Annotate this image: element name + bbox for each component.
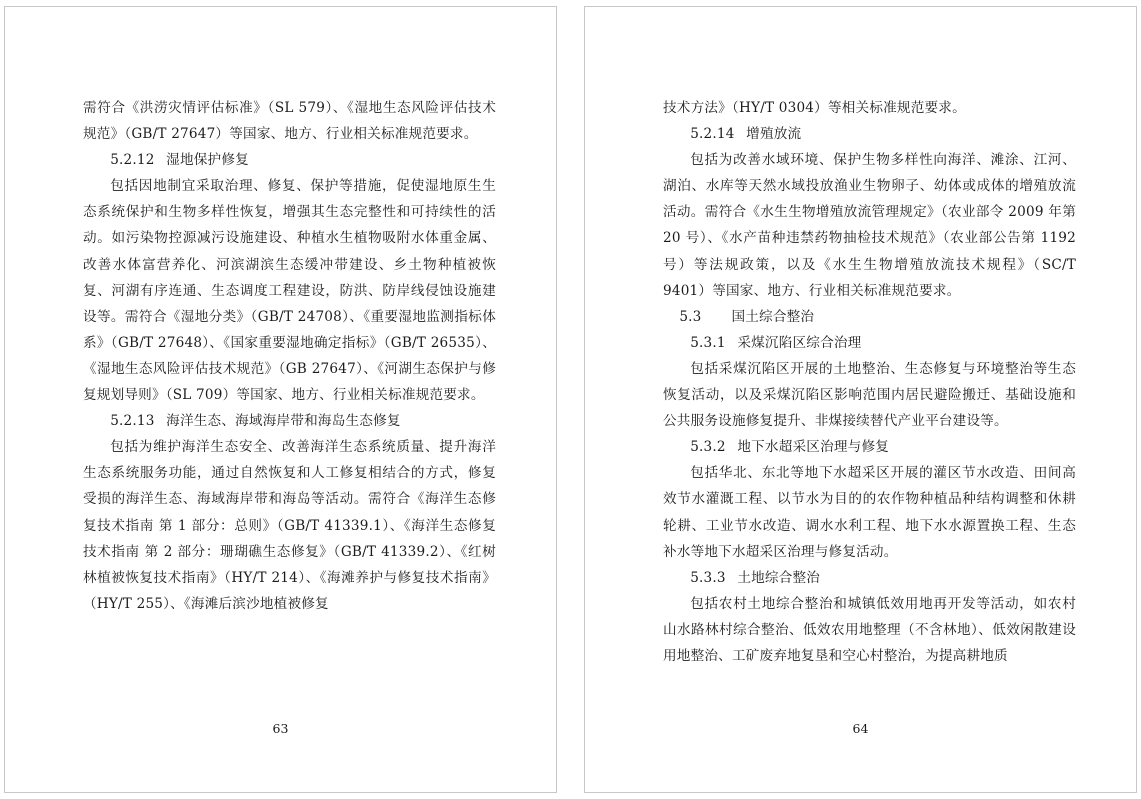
section-number: 5.2.13 [110, 413, 155, 430]
section-heading [83, 408, 496, 434]
section-number: 5.2.12 [110, 152, 155, 169]
paragraph: 包括因地制宜采取治理、修复、保护等措施，促使湿地原生生态系统保护和生物多样性恢复，增强其生态完整性和可持续性的活动。如污染物控源减污设施建设、种植水生植物吸附水体重金属、改善水体富营养化、河滨湖滨生态缓冲带建设、乡土物种植被恢复、河湖有序连通、生态调度工程建设，防洪、防岸线侵蚀设施建设等。需符合《湿地分类》（GB/T 24708）、《重要湿地监测指标体系》（GB/T 27648）、《国家重要湿地确定指标》（GB/T 26535）、《湿地生态风险评估技术规范》（GB 27647）、《河湖生态保护与修复规划导则》（SL 709）等国家、地方、行业相关标准规范要求。 [83, 178, 496, 404]
document-page-right [584, 6, 1137, 793]
paragraph: 包括采煤沉陷区开展的土地整治、生态修复与环境整治等生态恢复活动，以及采煤沉陷区影响范围内居民避险搬迁、基础设施和公共服务设施修复提升、非煤接续替代产业平台建设等。 [663, 360, 1076, 430]
section-number: 5.3.3 [690, 569, 726, 586]
section-number: 5.3.1 [690, 334, 726, 351]
page-number: 64 [852, 721, 869, 736]
section-heading [663, 121, 1076, 147]
page-body-left [83, 95, 496, 700]
section-number: 5.3.2 [690, 439, 726, 456]
section-heading [83, 147, 496, 173]
section-title: 土地综合整治 [737, 569, 821, 586]
paragraph: 需符合《洪涝灾情评估标准》（SL 579）、《湿地生态风险评估技术规范》（GB/T 27647）等国家、地方、行业相关标准规范要求。 [83, 100, 496, 143]
paragraph: 技术方法》（HY/T 0304）等相关标准规范要求。 [663, 100, 966, 116]
section-title: 国土综合整治 [731, 308, 815, 325]
section-title: 地下水超采区治理与修复 [737, 439, 890, 456]
section-title: 增殖放流 [746, 126, 802, 143]
section-heading [663, 330, 1076, 356]
section-heading [663, 434, 1076, 460]
section-number: 5.2.14 [690, 126, 735, 143]
section-heading [663, 565, 1076, 591]
document-page-left [4, 6, 557, 793]
page-number: 63 [272, 721, 289, 736]
section-title: 采煤沉陷区综合治理 [737, 334, 862, 351]
section-title: 海洋生态、海域海岸带和海岛生态修复 [166, 413, 401, 430]
paragraph: 包括农村土地综合整治和城镇低效用地再开发等活动，如农村山水路林村综合整治、低效农用地整理（不含林地）、低效闲散建设用地整治、工矿废弃地复垦和空心村整治，为提高耕地质 [663, 595, 1076, 664]
page-body-right [663, 95, 1076, 700]
paragraph: 包括为维护海洋生态安全、改善海洋生态系统质量、提升海洋生态系统服务功能，通过自然恢复和人工修复相结合的方式，修复受损的海洋生态、海域海岸带和海岛等活动。需符合《海洋生态修复技术指南 第 1 部分：总则》（GB/T 41339.1）、《海洋生态修复技术指南 第 2 部分：珊瑚礁生态修复》（GB/T 41339.2）、《红树林植被恢复技术指南》（HY/T 214）、《海滩养护与修复技术指南》（HY/T 255）、《海滩后滨沙地植被修复 [83, 439, 496, 612]
paragraph: 包括华北、东北等地下水超采区开展的灌区节水改造、田间高效节水灌溉工程、以节水为目的的农作物种植品种结构调整和休耕轮耕、工业节水改造、调水水利工程、地下水水源置换工程、生态补水等地下水超采区治理与修复活动。 [663, 465, 1076, 560]
section-heading [663, 304, 1076, 330]
section-number: 5.3 [679, 308, 702, 325]
section-title: 湿地保护修复 [166, 152, 249, 169]
paragraph: 包括为改善水域环境、保护生物多样性向海洋、滩涂、江河、湖泊、水库等天然水域投放渔业生物卵子、幼体或成体的增殖放流活动。需符合《水生生物增殖放流管理规定》（农业部令 2009 年第 20 号）、《水产苗种违禁药物抽检技术规范》（农业部公告第 1192 号）等法规政策，以及《水生生物增殖放流技术规程》（SC/T 9401）等国家、地方、行业相关标准规范要求。 [663, 152, 1076, 299]
